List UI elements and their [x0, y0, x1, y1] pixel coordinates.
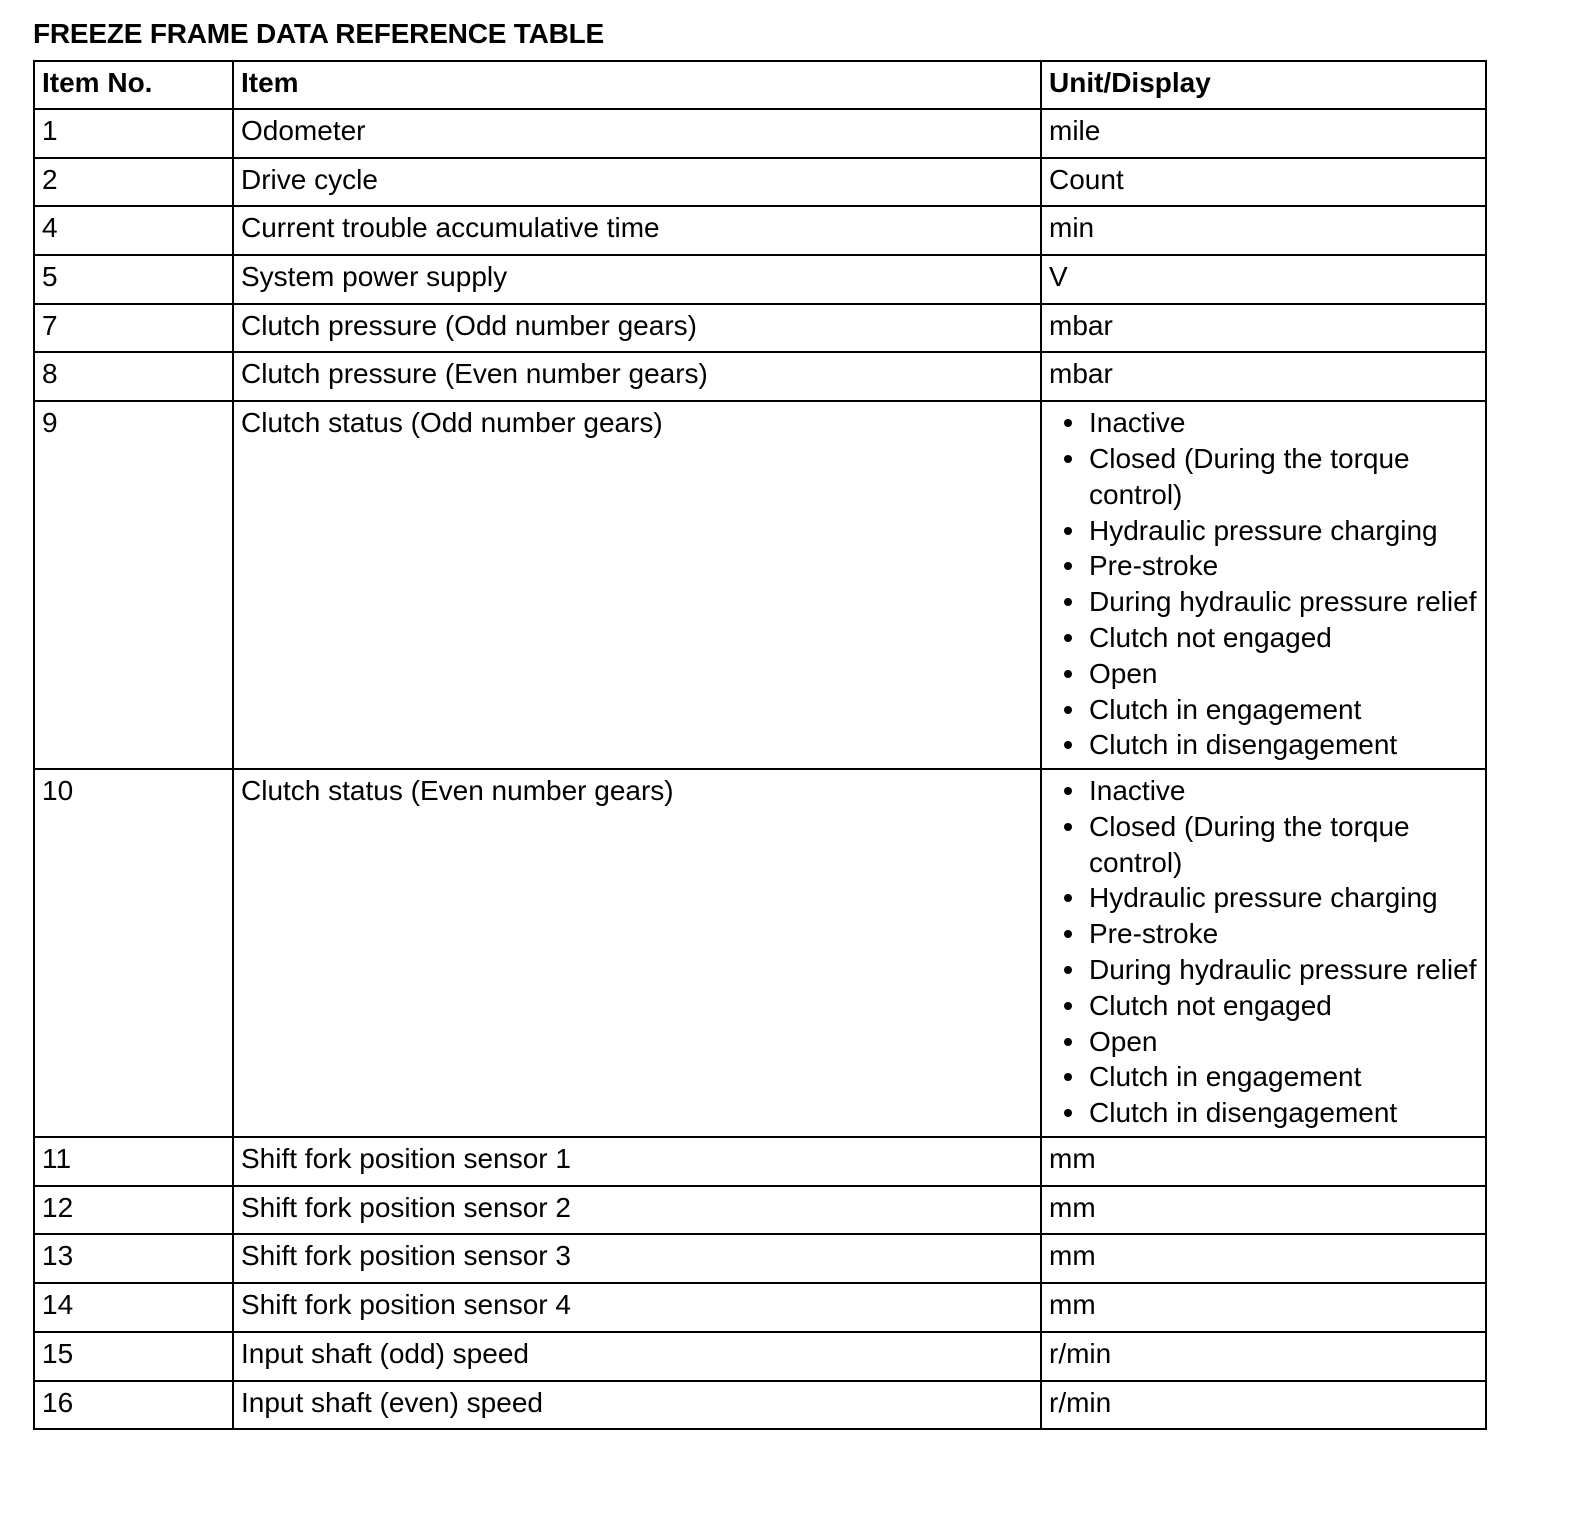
table-row	[34, 352, 1486, 401]
status-option	[1049, 548, 1478, 584]
unit-cell: mm	[1041, 1137, 1486, 1186]
unit-cell: mbar	[1041, 352, 1486, 401]
status-option-text: Closed (During the torque control)	[1089, 442, 1410, 510]
bullet-icon	[1064, 598, 1072, 606]
table-row	[34, 1137, 1486, 1186]
bullet-icon	[1064, 966, 1072, 974]
bullet-icon	[1064, 1038, 1072, 1046]
item-no-cell: 13	[34, 1234, 233, 1283]
status-option-text: Clutch in disengagement	[1089, 1097, 1398, 1129]
status-option	[1049, 988, 1478, 1024]
table-row	[34, 1283, 1486, 1332]
header-unit-display: Unit/Display	[1041, 61, 1486, 109]
bullet-icon	[1064, 1002, 1072, 1010]
item-cell: Clutch pressure (Odd number gears)	[233, 304, 1041, 353]
item-no-cell: 8	[34, 352, 233, 401]
item-cell: Shift fork position sensor 2	[233, 1186, 1041, 1235]
status-option-text: Hydraulic pressure charging	[1089, 514, 1438, 546]
status-option	[1049, 441, 1478, 513]
unit-cell: mm	[1041, 1234, 1486, 1283]
unit-cell: mbar	[1041, 304, 1486, 353]
unit-cell: r/min	[1041, 1332, 1486, 1381]
item-no-cell: 16	[34, 1381, 233, 1430]
table-row	[34, 304, 1486, 353]
item-no-cell: 5	[34, 255, 233, 304]
item-cell: Clutch status (Even number gears)	[233, 769, 1041, 1137]
item-no-cell: 2	[34, 158, 233, 207]
bullet-icon	[1064, 419, 1072, 427]
status-option	[1049, 405, 1478, 441]
table-row	[34, 401, 1486, 769]
status-option-text: Clutch in engagement	[1089, 693, 1362, 725]
table-title: FREEZE FRAME DATA REFERENCE TABLE	[33, 18, 605, 49]
status-option	[1049, 1024, 1478, 1060]
unit-cell: Count	[1041, 158, 1486, 207]
status-option-text: Clutch in engagement	[1089, 1061, 1362, 1093]
item-no-cell: 10	[34, 769, 233, 1137]
bullet-icon	[1064, 634, 1072, 642]
bullet-icon	[1064, 527, 1072, 535]
item-cell: Shift fork position sensor 1	[233, 1137, 1041, 1186]
status-option-text: Clutch not engaged	[1089, 989, 1332, 1021]
item-no-cell: 4	[34, 206, 233, 255]
bullet-icon	[1064, 1109, 1072, 1117]
item-no-cell: 9	[34, 401, 233, 769]
item-cell: Input shaft (odd) speed	[233, 1332, 1041, 1381]
header-row	[34, 61, 1486, 109]
item-no-cell: 12	[34, 1186, 233, 1235]
status-options-list	[1049, 405, 1478, 768]
bullet-icon	[1064, 741, 1072, 749]
unit-cell	[1041, 401, 1486, 769]
bullet-icon	[1064, 1073, 1072, 1081]
unit-cell: mm	[1041, 1186, 1486, 1235]
bullet-icon	[1064, 787, 1072, 795]
item-cell: Clutch status (Odd number gears)	[233, 401, 1041, 769]
status-option-text: Hydraulic pressure charging	[1089, 882, 1438, 914]
table-row	[34, 1381, 1486, 1430]
status-option-text: Closed (During the torque control)	[1089, 810, 1410, 878]
freeze-frame-reference-table	[33, 60, 1487, 1430]
item-no-cell: 7	[34, 304, 233, 353]
status-options-list	[1049, 773, 1478, 1136]
status-option	[1049, 584, 1478, 620]
table-row	[34, 769, 1486, 1137]
status-option-text: Inactive	[1089, 775, 1186, 807]
item-cell: System power supply	[233, 255, 1041, 304]
status-option-text: During hydraulic pressure relief	[1089, 954, 1477, 986]
item-no-cell: 11	[34, 1137, 233, 1186]
status-option	[1049, 692, 1478, 728]
item-cell: Current trouble accumulative time	[233, 206, 1041, 255]
status-option-text: Pre-stroke	[1089, 550, 1219, 582]
unit-cell: V	[1041, 255, 1486, 304]
bullet-icon	[1064, 823, 1072, 831]
status-option	[1049, 1059, 1478, 1095]
bullet-icon	[1064, 894, 1072, 902]
item-cell: Odometer	[233, 109, 1041, 158]
status-option	[1049, 513, 1478, 549]
table-row	[34, 255, 1486, 304]
table-row	[34, 109, 1486, 158]
unit-cell	[1041, 769, 1486, 1137]
item-cell: Clutch pressure (Even number gears)	[233, 352, 1041, 401]
item-no-cell: 15	[34, 1332, 233, 1381]
item-cell: Input shaft (even) speed	[233, 1381, 1041, 1430]
item-no-cell: 14	[34, 1283, 233, 1332]
status-option	[1049, 916, 1478, 952]
bullet-icon	[1064, 670, 1072, 678]
status-option	[1049, 809, 1478, 881]
status-option-text: Clutch in disengagement	[1089, 729, 1398, 761]
status-option	[1049, 880, 1478, 916]
status-option-text: Pre-stroke	[1089, 918, 1219, 950]
bullet-icon	[1064, 455, 1072, 463]
status-option-text: Clutch not engaged	[1089, 621, 1332, 653]
header-item-no: Item No.	[34, 61, 233, 109]
unit-cell: min	[1041, 206, 1486, 255]
table-row	[34, 1186, 1486, 1235]
bullet-icon	[1064, 706, 1072, 714]
status-option-text: Open	[1089, 657, 1158, 689]
table-row	[34, 1234, 1486, 1283]
item-cell: Shift fork position sensor 3	[233, 1234, 1041, 1283]
status-option	[1049, 727, 1478, 763]
status-option-text: Inactive	[1089, 407, 1186, 439]
table-body	[34, 109, 1486, 1429]
table-row	[34, 206, 1486, 255]
status-option-text: During hydraulic pressure relief	[1089, 586, 1477, 618]
status-option	[1049, 656, 1478, 692]
item-no-cell: 1	[34, 109, 233, 158]
table-row	[34, 1332, 1486, 1381]
item-cell: Drive cycle	[233, 158, 1041, 207]
bullet-icon	[1064, 930, 1072, 938]
status-option	[1049, 952, 1478, 988]
status-option	[1049, 620, 1478, 656]
unit-cell: mile	[1041, 109, 1486, 158]
status-option	[1049, 773, 1478, 809]
status-option	[1049, 1095, 1478, 1131]
status-option-text: Open	[1089, 1025, 1158, 1057]
bullet-icon	[1064, 562, 1072, 570]
unit-cell: mm	[1041, 1283, 1486, 1332]
unit-cell: r/min	[1041, 1381, 1486, 1430]
header-item: Item	[233, 61, 1041, 109]
item-cell: Shift fork position sensor 4	[233, 1283, 1041, 1332]
table-row	[34, 158, 1486, 207]
